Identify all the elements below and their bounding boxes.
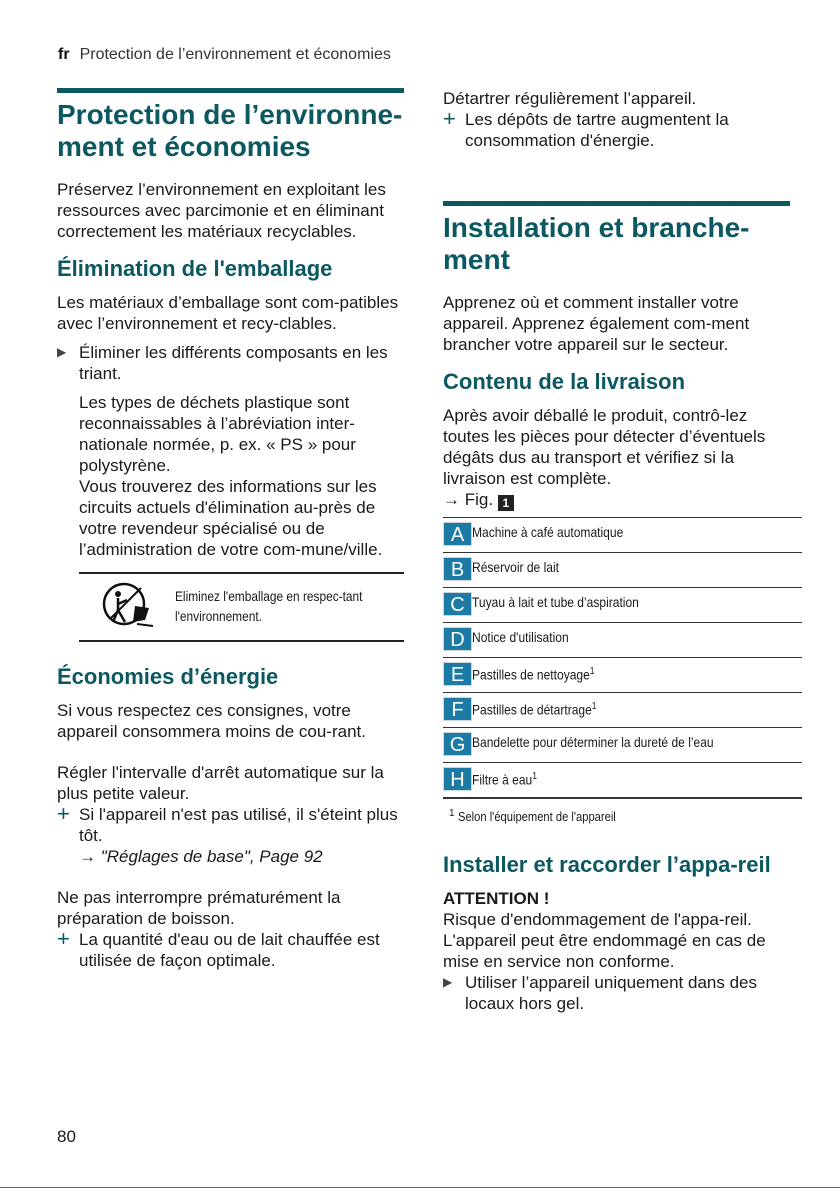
item-letter-badge: E: [443, 662, 472, 686]
packaging-para-1: Les types de déchets plastique sont reconnaissables à l’abréviation inter-nationale normée, p. ex. « PS » pour polystyrène.: [79, 393, 356, 475]
delivery-item-letter-cell: [443, 728, 472, 763]
delivery-item-text: Tuyau à lait et tube d’aspiration: [472, 594, 639, 610]
delivery-item-letter-cell: [443, 588, 472, 623]
delivery-text: Après avoir déballé le produit, contrô-lez toutes les pièces pour détecter d’éventuels dégâts dus au transport et vérifiez si la livraison est complète.: [443, 406, 766, 488]
delivery-item-text: Pastilles de détartrage$^1$: [472, 701, 597, 718]
packaging-step: [57, 342, 404, 384]
item-letter-badge: B: [443, 557, 472, 581]
subsection-title-delivery: Contenu de la livraison: [443, 369, 686, 394]
packaging-step-text: Éliminer les différents composants en les triant.: [79, 343, 388, 383]
triangle-bullet-icon: ▶: [443, 975, 453, 990]
delivery-item-text-cell: [472, 623, 802, 658]
section-title-installation: Installation et branche-ment: [443, 212, 750, 275]
language-code: fr: [58, 46, 70, 63]
delivery-item-row: [443, 553, 802, 588]
environment-intro: Préservez l’environnement en exploitant les ressources avec parcimonie et en éliminant correctement les matériaux recyclables.: [57, 180, 386, 241]
left-column: [57, 88, 404, 971]
plus-icon: +: [57, 801, 70, 826]
packaging-text: Les matériaux d’emballage sont com-patibles avec l’environnement et recy-clables.: [57, 293, 399, 333]
energy-tip-3-benefit-text: Les dépôts de tartre augmentent la consommation d'énergie.: [465, 110, 729, 150]
attention-text: Risque d'endommagement de l'appa-reil. L'appareil peut être endommagé en cas de mise en service non conforme.: [443, 910, 766, 972]
energy-tip-2-benefit-text: La quantité d'eau ou de lait chauffée est utilisée de façon optimale.: [79, 930, 380, 970]
footnote-reference: 1: [591, 701, 597, 712]
install-step-text: Utiliser l’appareil uniquement dans des locaux hors gel.: [465, 973, 757, 1014]
right-column: [443, 88, 790, 1014]
energy-tip-1-benefit: [57, 801, 404, 846]
plus-icon: +: [443, 106, 456, 131]
footnote-mark: 1: [449, 808, 455, 819]
delivery-item-row: [443, 658, 802, 693]
plus-icon: +: [57, 926, 70, 951]
footnote: [443, 805, 790, 826]
figure-reference: [443, 489, 790, 511]
energy-tip-3-benefit: [443, 106, 790, 151]
delivery-item-text: Notice d'utilisation: [472, 629, 569, 645]
footnote-reference: 1: [532, 771, 538, 782]
delivery-item-letter-cell: [443, 763, 472, 799]
item-letter-badge: A: [443, 522, 472, 546]
delivery-contents-table: [443, 517, 802, 799]
energy-tip-1-benefit-text: Si l'appareil n'est pas utilisé, il s'éteint plus tôt.: [79, 805, 398, 845]
section-title-environment: Protection de l’environne-ment et économies: [57, 99, 403, 162]
delivery-item-text-cell: [472, 658, 802, 693]
delivery-item-text: Bandelette pour déterminer la dureté de l’eau: [472, 734, 714, 750]
footnote-reference: 1: [589, 666, 595, 677]
delivery-item-letter-cell: [443, 518, 472, 553]
figure-number-badge: 1: [498, 495, 514, 511]
packaging-para-2: Vous trouverez des informations sur les circuits actuels d'élimination au-près de votre revendeur spécialisé ou de l’administration de votre com-mune/ville.: [79, 477, 383, 559]
item-letter-badge: F: [443, 697, 472, 721]
delivery-item-letter-cell: [443, 623, 472, 658]
energy-tip-2-benefit: [57, 926, 404, 971]
install-step: [443, 972, 790, 1014]
delivery-item-row: [443, 693, 802, 728]
footnote-text: Selon l'équipement de l'appareil: [458, 809, 616, 825]
delivery-item-text: Filtre à eau$^1$: [472, 771, 538, 788]
delivery-item-row: [443, 728, 802, 763]
delivery-item-text-cell: [472, 518, 802, 553]
delivery-item-row: [443, 623, 802, 658]
cross-reference-text[interactable]: "Réglages de base", Page 92: [100, 847, 323, 866]
subsection-title-packaging: Élimination de l'emballage: [57, 256, 333, 281]
running-header-title: Protection de l’environnement et économies: [79, 46, 391, 63]
installation-intro: Apprenez où et comment installer votre appareil. Apprenez également com-ment brancher votre appareil sur le secteur.: [443, 293, 750, 354]
delivery-item-letter-cell: [443, 658, 472, 693]
recycling-note-text: Eliminez l'emballage en respec-tant l'environnement.: [175, 588, 363, 624]
energy-text: Si vous respectez ces consignes, votre appareil consommera moins de cou-rant.: [57, 701, 366, 741]
delivery-item-text-cell: [472, 763, 802, 799]
cross-reference[interactable]: [57, 846, 404, 867]
section-rule: [443, 201, 790, 206]
item-letter-badge: C: [443, 592, 472, 616]
delivery-item-text-cell: [472, 728, 802, 763]
subsection-title-install: Installer et raccorder l’appa-reil: [443, 852, 771, 878]
delivery-item-text: Réservoir de lait: [472, 559, 559, 575]
section-rule: [57, 88, 404, 93]
item-letter-badge: D: [443, 627, 472, 651]
energy-tip-2: Ne pas interrompre prématurément la préparation de boisson.: [57, 888, 341, 928]
page-bottom-rule: [0, 1187, 840, 1188]
delivery-item-letter-cell: [443, 693, 472, 728]
recycle-person-icon: [101, 580, 159, 632]
delivery-item-row: [443, 763, 802, 799]
triangle-bullet-icon: ▶: [57, 345, 67, 359]
arrow-right-icon: →: [79, 847, 96, 866]
energy-tip-3: Détartrer régulièrement l’appareil.: [443, 89, 697, 108]
delivery-item-text: Pastilles de nettoyage$^1$: [472, 666, 595, 683]
item-letter-badge: H: [443, 767, 472, 791]
page-number: 80: [57, 1127, 76, 1146]
attention-label: ATTENTION !: [443, 889, 550, 909]
item-letter-badge: G: [443, 732, 472, 756]
figure-reference-text: → Fig.: [443, 490, 494, 509]
recycling-note: [79, 572, 404, 642]
delivery-item-text-cell: [472, 693, 802, 728]
delivery-item-text-cell: [472, 553, 802, 588]
running-header: [58, 46, 391, 64]
delivery-item-letter-cell: [443, 553, 472, 588]
delivery-item-text-cell: [472, 588, 802, 623]
subsection-title-energy: Économies d’énergie: [57, 664, 279, 689]
energy-tip-1: Régler l'intervalle d'arrêt automatique sur la plus petite valeur.: [57, 763, 384, 803]
delivery-item-text: Machine à café automatique: [472, 524, 624, 540]
delivery-item-row: [443, 588, 802, 623]
delivery-item-row: [443, 518, 802, 553]
